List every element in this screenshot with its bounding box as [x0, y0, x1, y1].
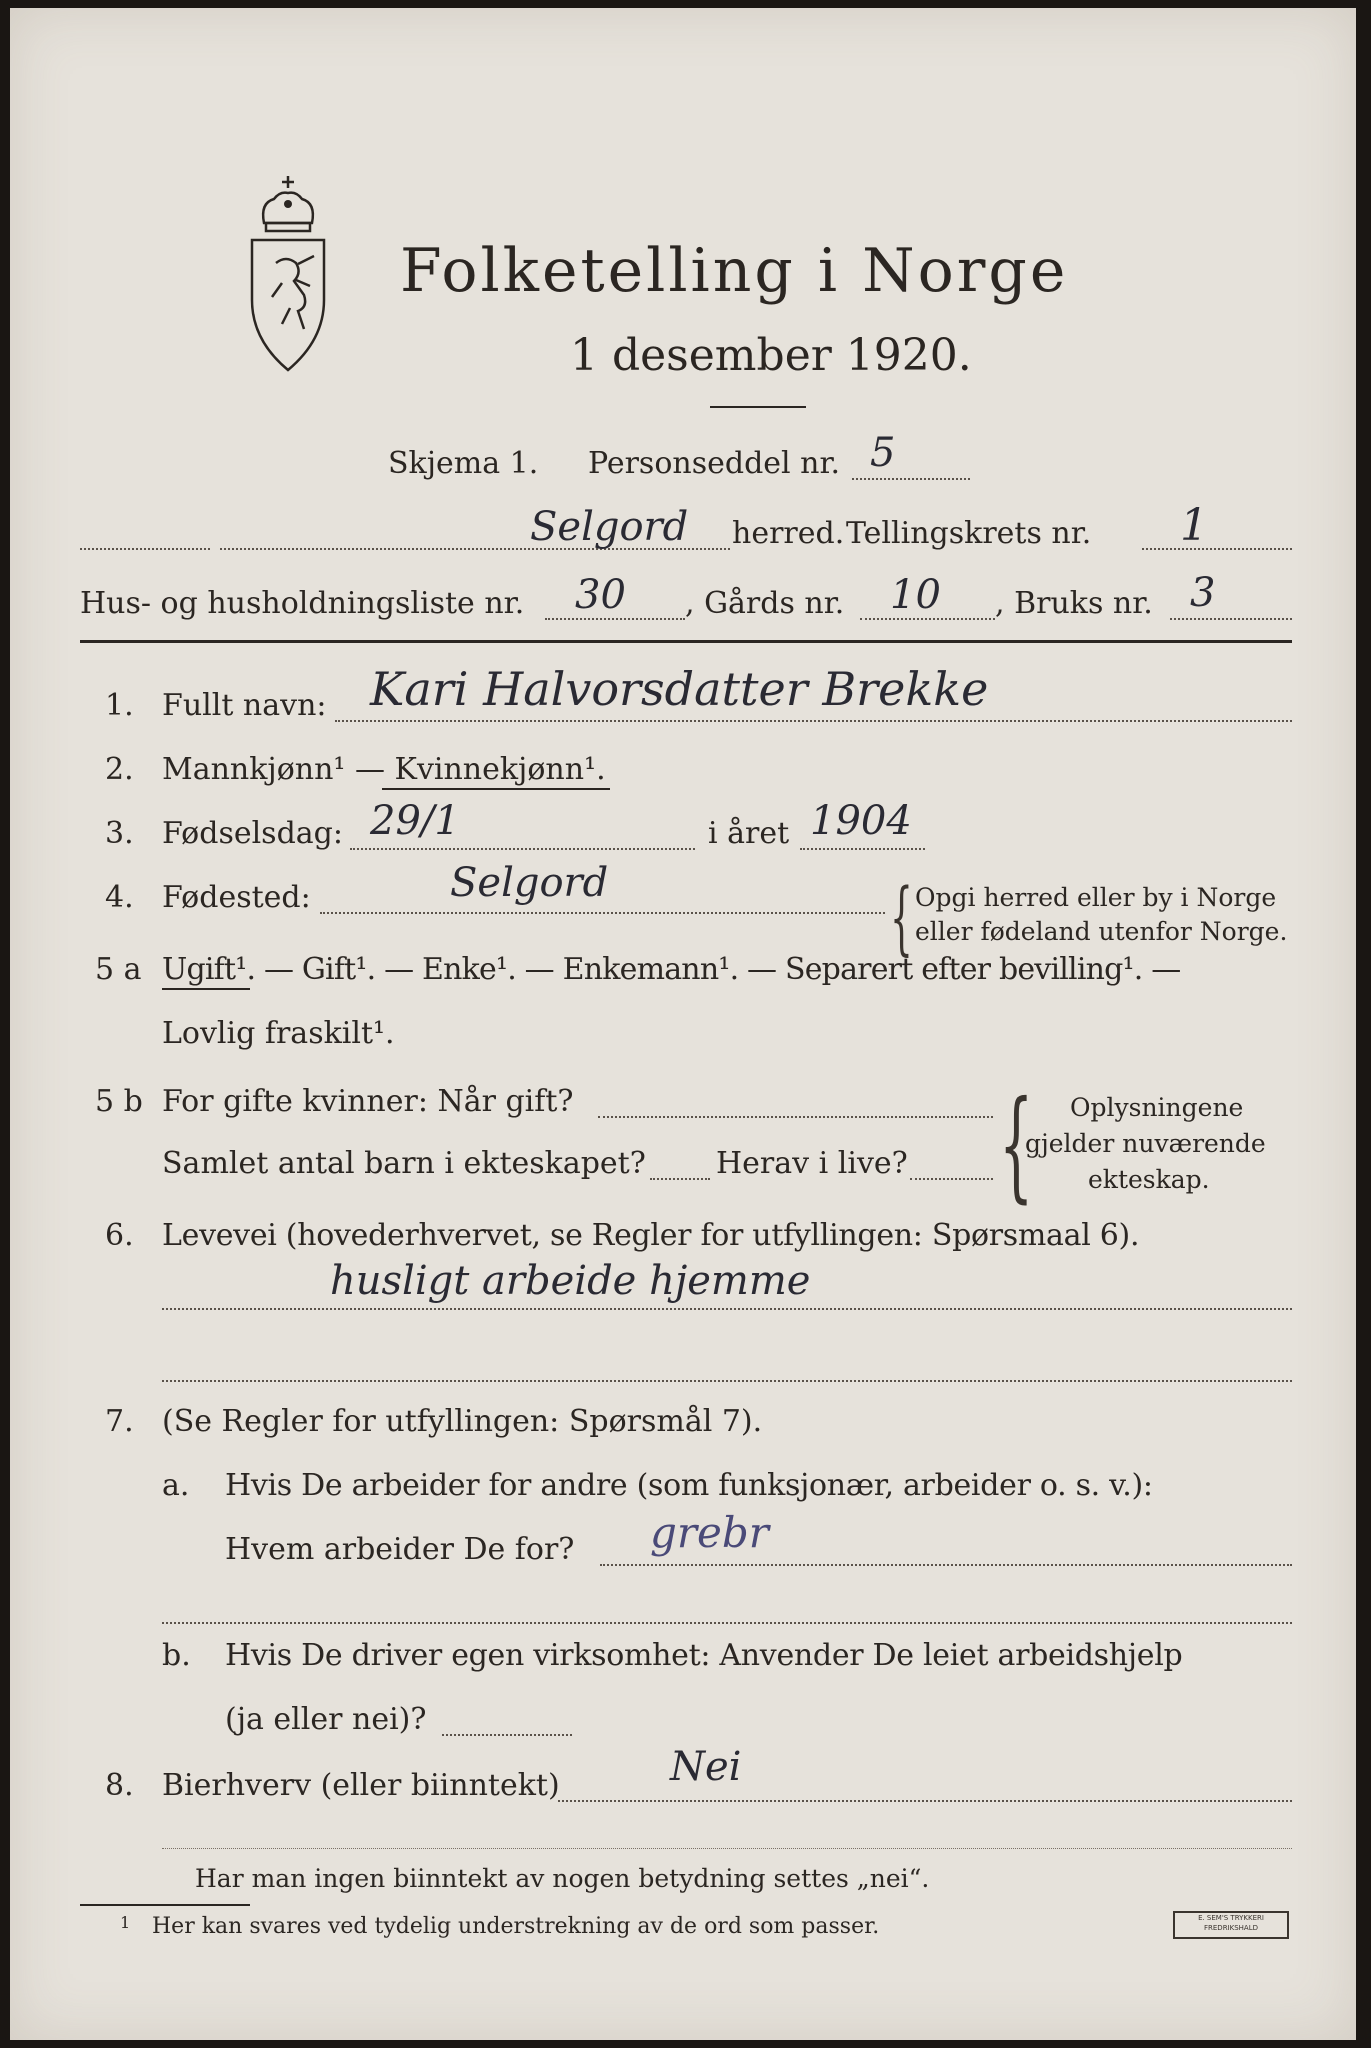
q6-line-1 — [162, 1308, 1292, 1310]
q3-year-label: i året — [708, 816, 790, 851]
census-date: 1 desember 1920. — [570, 330, 972, 381]
employer-value[interactable]: grebr — [650, 1508, 769, 1557]
q7a-line-1 — [600, 1564, 1292, 1566]
stamp-line-1: E. SEM'S TRYKKERI — [1198, 1914, 1264, 1922]
q3-label: Fødselsdag: — [162, 816, 343, 851]
q5b-note-1: Oplysningene — [1070, 1093, 1244, 1122]
q6-label: Levevei (hovederhvervet, se Regler for utfyllingen: Spørsmaal 6). — [162, 1218, 1140, 1253]
q8-label: Bierhverv (eller biinntekt) — [162, 1768, 560, 1803]
kvinnekjonn-underline — [382, 788, 610, 790]
q7a-line-2 — [162, 1622, 1292, 1624]
personseddel-value[interactable]: 5 — [870, 430, 896, 476]
q3-number: 3. — [105, 816, 134, 851]
q6-line-2 — [162, 1380, 1292, 1382]
q7b-label-2: (ja eller nei)? — [225, 1702, 427, 1737]
q2-number: 2. — [105, 752, 134, 787]
q5b-label-2: Samlet antal barn i ekteskapet? — [162, 1146, 646, 1181]
q7-label: (Se Regler for utfyllingen: Spørsmål 7). — [162, 1404, 763, 1439]
birthplace-value[interactable]: Selgord — [450, 860, 609, 906]
herred-prefix-line — [80, 548, 210, 550]
q7a-letter: a. — [162, 1468, 190, 1503]
q4-line — [320, 912, 885, 914]
hus-label: Hus- og husholdningsliste nr. — [80, 586, 525, 621]
ugift-underline — [162, 988, 250, 990]
footer-top-line — [162, 1848, 1292, 1849]
q4-brace: { — [889, 871, 913, 964]
gards-line — [860, 618, 995, 620]
q5b-number: 5 b — [95, 1084, 143, 1119]
q7b-letter: b. — [162, 1638, 191, 1673]
printer-stamp — [1173, 1911, 1289, 1939]
side-income-value[interactable]: Nei — [670, 1744, 742, 1790]
q5b-brace: { — [998, 1076, 1034, 1215]
herred-label: herred. — [732, 516, 845, 551]
footnote-text: Her kan svares ved tydelig understrekning av de ord som passer. — [152, 1914, 880, 1939]
q4-label: Fødested: — [162, 880, 311, 915]
bruks-value[interactable]: 3 — [1190, 570, 1216, 616]
q3-line — [350, 848, 695, 850]
q8-number: 8. — [105, 1768, 134, 1803]
birthday-value[interactable]: 29/1 — [370, 798, 460, 844]
header-rule — [80, 640, 1292, 643]
q8-line — [558, 1800, 1292, 1802]
q7a-label-2: Hvem arbeider De for? — [225, 1532, 575, 1567]
q5a-label-2: Lovlig fraskilt¹. — [162, 1016, 395, 1051]
q5b-label-1: For gifte kvinner: Når gift? — [162, 1084, 574, 1119]
q6-number: 6. — [105, 1218, 134, 1253]
tellingskrets-value[interactable]: 1 — [1180, 500, 1208, 551]
q1-label: Fullt navn: — [162, 688, 327, 723]
q1-number: 1. — [105, 688, 134, 723]
birth-year-value[interactable]: 1904 — [810, 798, 912, 844]
skjema-label: Skjema 1. — [388, 446, 539, 481]
q5a-label: Ugift¹. — Gift¹. — Enke¹. — Enkemann¹. — Separert efter bevilling¹. — — [162, 952, 1181, 987]
personseddel-line — [852, 478, 970, 480]
census-form-sheet — [10, 8, 1356, 2040]
q5b-note-3: ekteskap. — [1088, 1165, 1210, 1194]
hus-line — [545, 618, 685, 620]
q7b-label-1: Hvis De driver egen virksomhet: Anvender De leiet arbeidshjelp — [225, 1638, 1183, 1673]
gards-label: , Gårds nr. — [685, 586, 845, 621]
gards-value[interactable]: 10 — [890, 572, 941, 618]
stamp-line-2: FREDRIKSHALD — [1203, 1924, 1258, 1932]
tellingskrets-line — [1142, 548, 1292, 550]
q7b-line — [442, 1734, 572, 1736]
q4-note-2: eller fødeland utenfor Norge. — [915, 917, 1288, 946]
q5b-children-line — [650, 1178, 710, 1180]
q4-number: 4. — [105, 880, 134, 915]
q5b-note-2: gjelder nuværende — [1025, 1129, 1266, 1158]
q5b-label-3: Herav i live? — [716, 1146, 908, 1181]
q5b-married-line — [598, 1116, 993, 1118]
norwegian-coat-of-arms-icon — [238, 168, 338, 378]
q3-year-line — [800, 848, 925, 850]
footnote-rule — [80, 1904, 250, 1906]
personseddel-label: Personseddel nr. — [588, 446, 841, 481]
q2-label: Mannkjønn¹ — Kvinnekjønn¹. — [162, 752, 606, 787]
footer-note: Har man ingen biinntekt av nogen betydning settes „nei“. — [195, 1864, 930, 1893]
bruks-label: , Bruks nr. — [995, 586, 1153, 621]
occupation-value[interactable]: husligt arbeide hjemme — [330, 1258, 811, 1304]
q4-note-1: Opgi herred eller by i Norge — [915, 883, 1277, 912]
form-title: Folketelling i Norge — [400, 236, 1069, 306]
q7-number: 7. — [105, 1404, 134, 1439]
q1-line — [335, 720, 1292, 722]
bruks-line — [1170, 618, 1292, 620]
q5a-number: 5 a — [95, 952, 142, 987]
q5b-alive-line — [910, 1178, 993, 1180]
title-divider — [710, 406, 806, 408]
footnote-mark: 1 — [120, 1913, 131, 1932]
q7a-label-1: Hvis De arbeider for andre (som funksjonær, arbeider o. s. v.): — [225, 1468, 1153, 1503]
herred-value[interactable]: Selgord — [530, 504, 689, 550]
full-name-value[interactable]: Kari Halvorsdatter Brekke — [370, 662, 989, 716]
hus-value[interactable]: 30 — [575, 572, 626, 618]
tellingskrets-label: Tellingskrets nr. — [846, 516, 1092, 551]
